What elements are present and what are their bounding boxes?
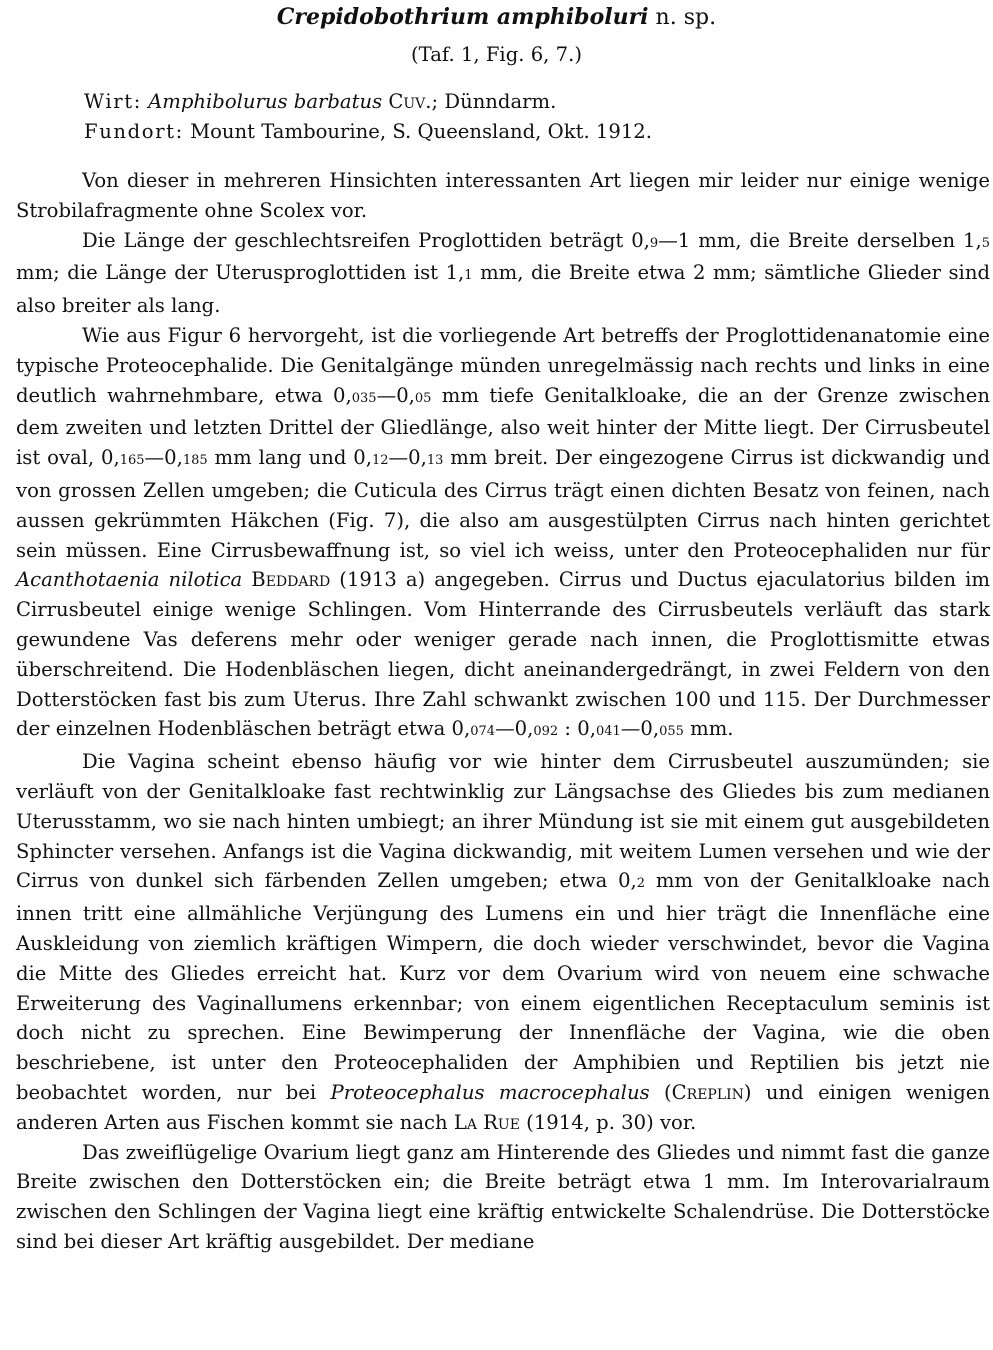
host-line [84,89,556,115]
paragraph-intro: Von dieser in mehreren Hinsichten interessanten Art liegen mir leider nur einige wenige Strobilafragmente ohne Scolex vor. [16,169,990,222]
author-citation: Beddard [251,568,331,592]
author-citation: Creplin [671,1080,744,1104]
host-species: Amphibolurus barbatus [148,90,383,113]
locality-value: Mount Tambourine, S. Queensland, Okt. 1912. [190,120,652,143]
author-citation: La Rue [453,1110,520,1134]
locality-line [84,119,652,145]
figure-reference: (Taf. 1, Fig. 6, 7.) [411,43,582,66]
body-text [16,166,990,1257]
species-citation: Proteocephalus macrocephalus [330,1080,650,1104]
paragraph-ovarium: Das zweiflügelige Ovarium liegt ganz am Hinterende des Gliedes und nimmt fast die ganze Breite zwischen den Dotterstöcken ein; die Breite beträgt etwa 1 mm. Im Interovarialraum zwischen den Schlingen der Vagina liegt eine kräftig entwickelte Schalendrüse. Die Dotterstöcke sind bei dieser Art kräftig ausgebildet. Der mediane [16,1140,990,1253]
host-label: Wirt: [84,90,142,113]
locality-label: Fundort: [84,120,184,143]
new-species-mark: n. sp. [655,5,717,30]
species-citation: Acanthotaenia nilotica [16,568,243,592]
species-title [0,2,993,33]
paragraph-anatomy: Wie aus Figur 6 hervorgeht, ist die vorliegende Art betreffs der Proglottidenanatomie eine typische Proteocephalide. Die Genitalgänge münden unregelmässig nach rechts und links in eine deutlich wahrnehmbare, etwa 0,035—0,05 mm tiefe Genitalkloake, die an der Grenze zwischen dem zweiten und letzten Drittel der Gliedlänge, also weit hinter der Mitte liegt. Der Cirrusbeutel ist oval, 0,165—0,185 mm lang und 0,12—0,13 mm breit. Der eingezogene Cirrus ist dickwandig und von grossen Zellen umgeben; die Cuticula des Cirrus trägt einen dichten Besatz von feinen, nach aussen gekrümmten Häkchen (Fig. 7), die also am ausgestülpten Cirrus nach hinten gerichtet sein müssen. Eine Cirrusbewaffnung ist, so viel ich weiss, unter den Proteocephaliden nur für Acanthotaenia nilotica Beddard (1913 a) angegeben. Cirrus und Ductus ejaculatorius bilden im Cirrusbeutel einige wenige Schlingen. Vom Hinterrande des Cirrusbeutels verläuft das stark gewundene Vas deferens mehr oder weniger gerade nach innen, die Proglottismitte etwas überschreitend. Die Hodenbläschen liegen, dicht aneinandergedrängt, in zwei Feldern von den Dotterstöcken fast bis zum Uterus. Ihre Zahl schwankt zwischen 100 und 115. Der Durchmesser der einzelnen Hodenbläschen beträgt etwa 0,074—0,092 : 0,041—0,055 mm. [16,323,990,741]
paragraph-vagina: Die Vagina scheint ebenso häufig vor wie hinter dem Cirrusbeutel auszumünden; sie verläuft von der Genitalkloake fast rechtwinklig zur Längsachse des Gliedes bis zum medianen Uterusstamm, wo sie nach hinten umbiegt; an ihrer Mündung ist sie mit einem gut ausgebildeten Sphincter versehen. Anfangs ist die Vagina dickwandig, mit weitem Lumen versehen und wie der Cirrus von dunkel sich färbenden Zellen umgeben; etwa 0,2 mm von der Genitalkloake nach innen tritt eine allmähliche Verjüngung des Lumens ein und hier trägt die Innenfläche eine Auskleidung von ziemlich kräftigen Wimpern, die doch wieder verschwindet, bevor die Vagina die Mitte des Gliedes erreicht hat. Kurz vor dem Ovarium wird von neuem eine schwache Erweiterung des Vaginallumens erkennbar; von einem eigentlichen Receptaculum seminis ist doch nicht zu sprechen. Eine Bewimperung der Innenfläche der Vagina, wie die oben beschriebene, ist unter den Proteocephaliden der Amphibien und Reptilien bis jetzt nie beobachtet worden, nur bei Proteocephalus macrocephalus (Creplin) und einigen wenigen anderen Arten aus Fischen kommt sie nach La Rue (1914, p. 30) vor. [16,750,990,1134]
host-organ: ; Dünndarm. [431,90,557,113]
host-author: Cuv. [388,90,432,113]
paragraph-dimensions: Die Länge der geschlechtsreifen Proglottiden beträgt 0,9—1 mm, die Breite derselben 1,5 mm; die Länge der Uterusproglottiden ist 1,1 mm, die Breite etwa 2 mm; sämtliche Glieder sind also breiter als lang. [16,228,990,318]
species-name: Crepidobothrium amphiboluri [276,4,649,30]
